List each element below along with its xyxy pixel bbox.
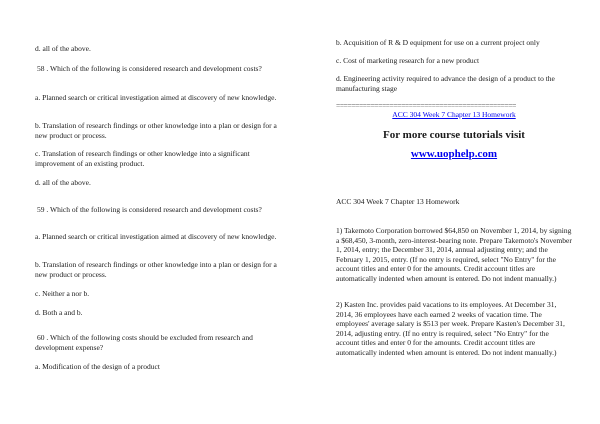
answer-option: b. Translation of research findings or other knowledge into a plan or design for a new product or process. [35, 260, 277, 279]
promo-text: For more course tutorials visit [383, 129, 525, 141]
answer-option: d. all of the above. [35, 178, 91, 187]
section-heading: ACC 304 Week 7 Chapter 13 Homework [336, 197, 460, 206]
answer-option: c. Cost of marketing research for a new product [336, 56, 480, 65]
answer-option: d. Both a and b. [35, 308, 83, 317]
answer-option: c. Translation of research findings or other knowledge into a significant improvement of an existing product. [35, 149, 250, 168]
answer-option: a. Planned search or critical investigation aimed at discovery of new knowledge. [35, 232, 277, 241]
separator-line: =============================================== [336, 101, 516, 110]
answer-option: d. Engineering activity required to advance the design of a product to the manufacturing stage [336, 74, 555, 93]
homework-title-link[interactable]: ACC 304 Week 7 Chapter 13 Homework [392, 110, 516, 119]
answer-option: b. Acquisition of R & D equipment for use on a current project only [336, 38, 540, 47]
problem-1: 1) Takemoto Corporation borrowed $64,850 on November 1, 2014, by signing a $68,450, 3-month, zero-interest-bearing note. Prepare Takemoto's November 1, 2014, entry; the December 31, 2014, annual adjusting entry; and the February 1, 2015, entry. (If no entry is required, select "No Entry" for the account titles and enter 0 for the amounts. Credit account titles are automatically indented when amount is entered. Do not indent manually.) [336, 226, 572, 283]
answer-option: d. all of the above. [35, 44, 91, 53]
question-59: 59 . Which of the following is considered research and development costs? [37, 205, 262, 214]
answer-option: b. Translation of research findings or other knowledge into a plan or design for a new product or process. [35, 121, 277, 140]
answer-option: c. Neither a nor b. [35, 289, 90, 298]
answer-option: a. Planned search or critical investigation aimed at discovery of new knowledge. [35, 93, 277, 102]
website-link[interactable]: www.uophelp.com [410, 148, 498, 160]
answer-option: a. Modification of the design of a product [35, 362, 160, 371]
problem-2: 2) Kasten Inc. provides paid vacations to its employees. At December 31, 2014, 36 employees have each earned 2 weeks of vacation time. The employees' average salary is $513 per week. Prepare Kasten's December 31, 2014, adjusting entry. (If no entry is required, select "No Entry" for the account titles and enter 0 for the amounts. Credit account titles are automatically indented when amount is entered. Do not indent manually.) [336, 300, 565, 357]
question-60: 60 . Which of the following costs should be excluded from research and development expense? [35, 333, 253, 352]
question-58: 58 . Which of the following is considered research and development costs? [37, 64, 262, 73]
